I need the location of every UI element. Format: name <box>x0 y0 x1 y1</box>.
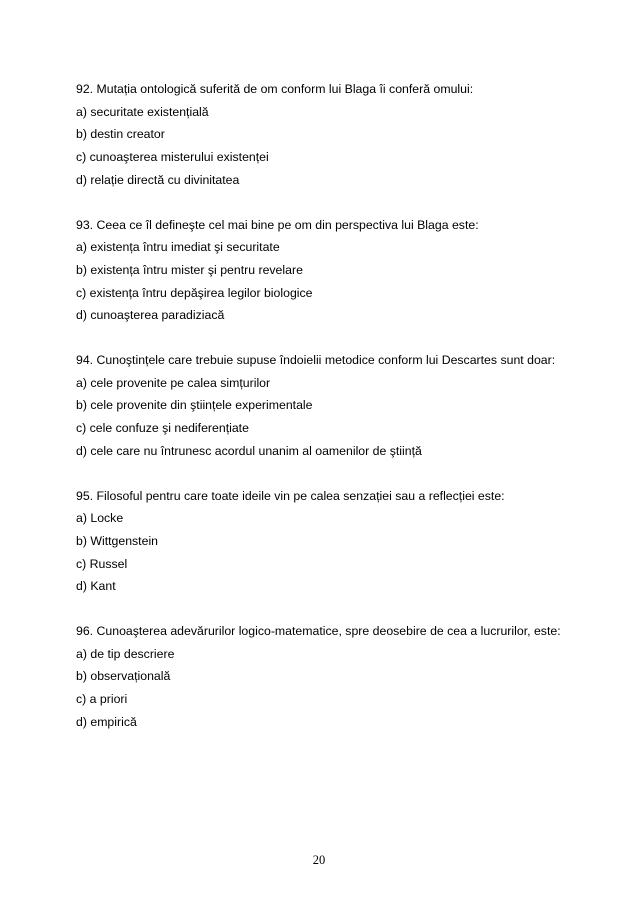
answer-option-d: d) cunoaşterea paradiziacă <box>76 308 225 323</box>
answer-option-a: a) de tip descriere <box>76 646 175 661</box>
answer-option-b: b) observațională <box>76 669 171 684</box>
question-stem: 96. Cunoaşterea adevărurilor logico-matematice, spre deosebire de cea a lucrurilor, este: <box>76 624 561 639</box>
answer-option-b: b) existența întru mister şi pentru revelare <box>76 262 303 277</box>
answer-option-c: c) a priori <box>76 692 128 707</box>
answer-option-d: d) empirică <box>76 714 137 729</box>
answer-option-c: c) existența întru depăşirea legilor biologice <box>76 285 313 300</box>
answer-option-a: a) securitate existențială <box>76 104 209 119</box>
answer-option-c: c) Russel <box>76 556 128 571</box>
question-94 <box>76 349 596 463</box>
question-stem: 95. Filosoful pentru care toate ideile vin pe calea senzației sau a reflecției este: <box>76 488 505 503</box>
answer-option-d: d) cele care nu întrunesc acordul unanim al oamenilor de ştiință <box>76 443 422 458</box>
answer-option-c: c) cunoaşterea misterului existenței <box>76 150 269 165</box>
answer-option-a: a) cele provenite pe calea simțurilor <box>76 375 271 390</box>
question-stem: 93. Ceea ce îl defineşte cel mai bine pe om din perspectiva lui Blaga este: <box>76 217 479 232</box>
page-number: 20 <box>312 853 326 867</box>
answer-option-c: c) cele confuze şi nediferențiate <box>76 421 249 436</box>
question-95 <box>76 485 596 599</box>
document-body <box>76 78 596 756</box>
question-96 <box>76 620 596 734</box>
question-93 <box>76 214 596 328</box>
answer-option-b: b) destin creator <box>76 127 165 142</box>
answer-option-a: a) Locke <box>76 511 124 526</box>
question-stem: 92. Mutația ontologică suferită de om conform lui Blaga îi conferă omului: <box>76 82 474 96</box>
answer-option-b: b) Wittgenstein <box>76 533 159 548</box>
question-stem: 94. Cunoştințele care trebuie supuse îndoielii metodice conform lui Descartes sunt doar: <box>76 353 556 368</box>
answer-option-a: a) existența întru imediat şi securitate <box>76 240 280 255</box>
question-92 <box>76 78 596 192</box>
answer-option-b: b) cele provenite din ştiințele experimentale <box>76 398 313 413</box>
answer-option-d: d) relație directă cu divinitatea <box>76 172 240 187</box>
answer-option-d: d) Kant <box>76 579 116 594</box>
